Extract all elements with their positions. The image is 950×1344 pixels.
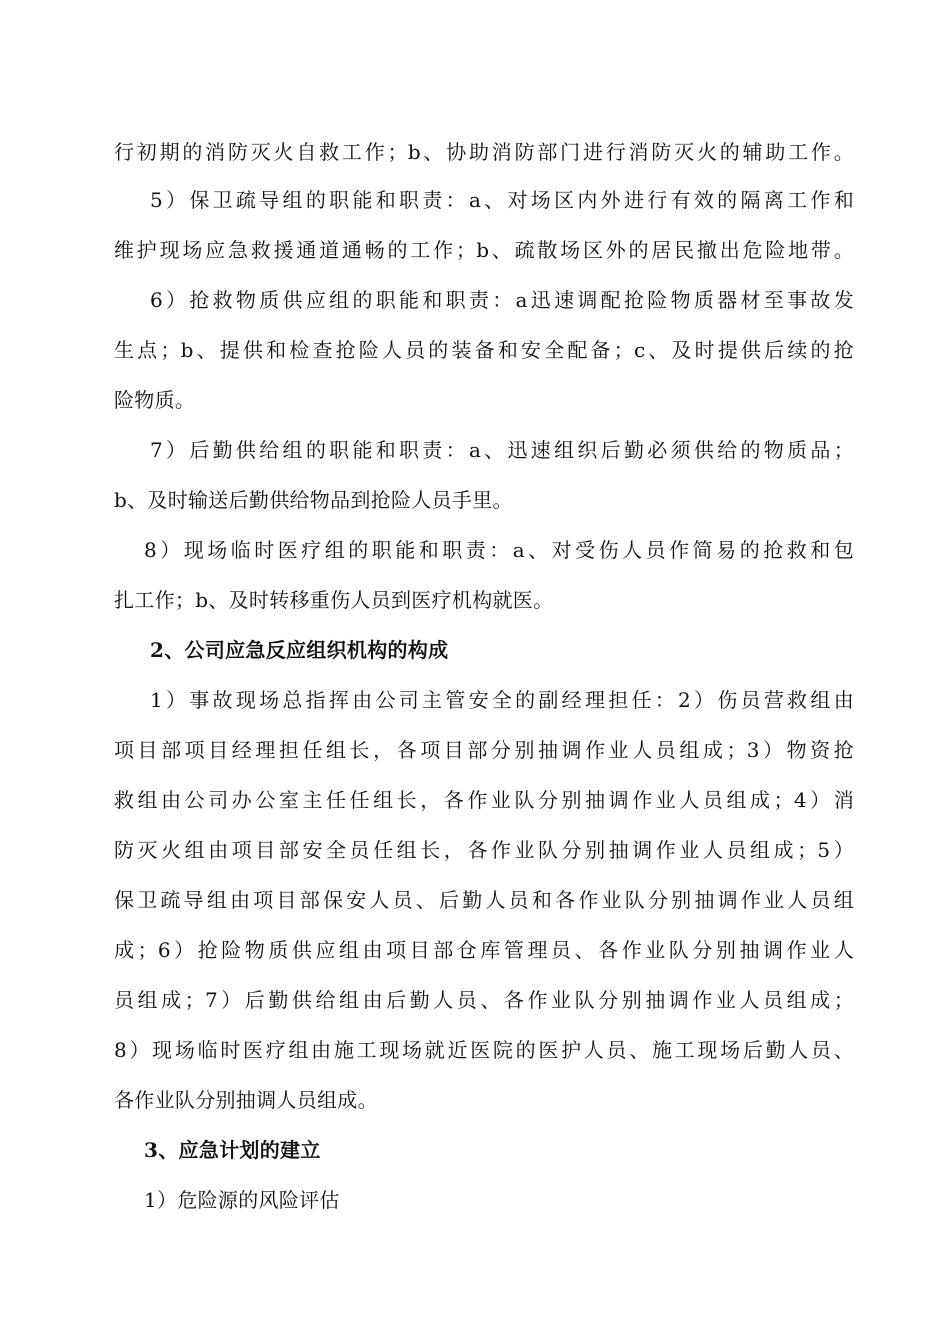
- paragraph-line: 险物质。: [114, 388, 196, 412]
- paragraph-line: b、及时输送后勤供给物品到抢险人员手里。: [114, 488, 513, 512]
- paragraph-line-continuation: 行初期的消防灭火自救工作；b、协助消防部门进行消防灭火的辅助工作。: [114, 140, 854, 164]
- paragraph-line-item-7: 7）后勤供给组的职能和职责：a、迅速组织后勤必须供给的物质品；: [150, 438, 854, 462]
- paragraph-line: 成；6）抢险物质供应组由项目部仓库管理员、各作业队分别抽调作业人: [114, 938, 854, 962]
- paragraph-line: 救组由公司办公室主任任组长，各作业队分别抽调作业人员组成；4）消: [114, 788, 854, 812]
- paragraph-line: 维护现场应急救援通道通畅的工作；b、疏散场区外的居民撤出危险地带。: [114, 238, 854, 262]
- paragraph-line-risk-assessment: 1）危险源的风险评估: [144, 1188, 340, 1212]
- paragraph-line: 保卫疏导组由项目部保安人员、后勤人员和各作业队分别抽调作业人员组: [114, 888, 854, 912]
- paragraph-line: 员组成；7）后勤供给组由后勤人员、各作业队分别抽调作业人员组成；: [114, 988, 854, 1012]
- paragraph-line: 生点；b、提供和检查抢险人员的装备和安全配备；c、及时提供后续的抢: [114, 338, 854, 362]
- paragraph-line-item-8: 8）现场临时医疗组的职能和职责：a、对受伤人员作简易的抢救和包: [144, 538, 854, 562]
- paragraph-line: 项目部项目经理担任组长，各项目部分别抽调作业人员组成；3）物资抢: [114, 738, 854, 762]
- paragraph-line-item-5: 5）保卫疏导组的职能和职责：a、对场区内外进行有效的隔离工作和: [150, 188, 854, 212]
- paragraph-line: 8）现场临时医疗组由施工现场就近医院的医护人员、施工现场后勤人员、: [114, 1038, 854, 1062]
- paragraph-line-org-structure: 1）事故现场总指挥由公司主管安全的副经理担任：2）伤员营救组由: [150, 688, 854, 712]
- section-heading-3: 3、应急计划的建立: [144, 1138, 321, 1162]
- paragraph-line: 扎工作；b、及时转移重伤人员到医疗机构就医。: [114, 588, 554, 612]
- paragraph-line: 防灭火组由项目部安全员任组长，各作业队分别抽调作业人员组成；5）: [114, 838, 854, 862]
- section-heading-2: 2、公司应急反应组织机构的构成: [150, 638, 449, 662]
- paragraph-line-item-6: 6）抢救物质供应组的职能和职责：a迅速调配抢险物质器材至事故发: [150, 288, 854, 312]
- paragraph-line: 各作业队分别抽调人员组成。: [114, 1088, 378, 1112]
